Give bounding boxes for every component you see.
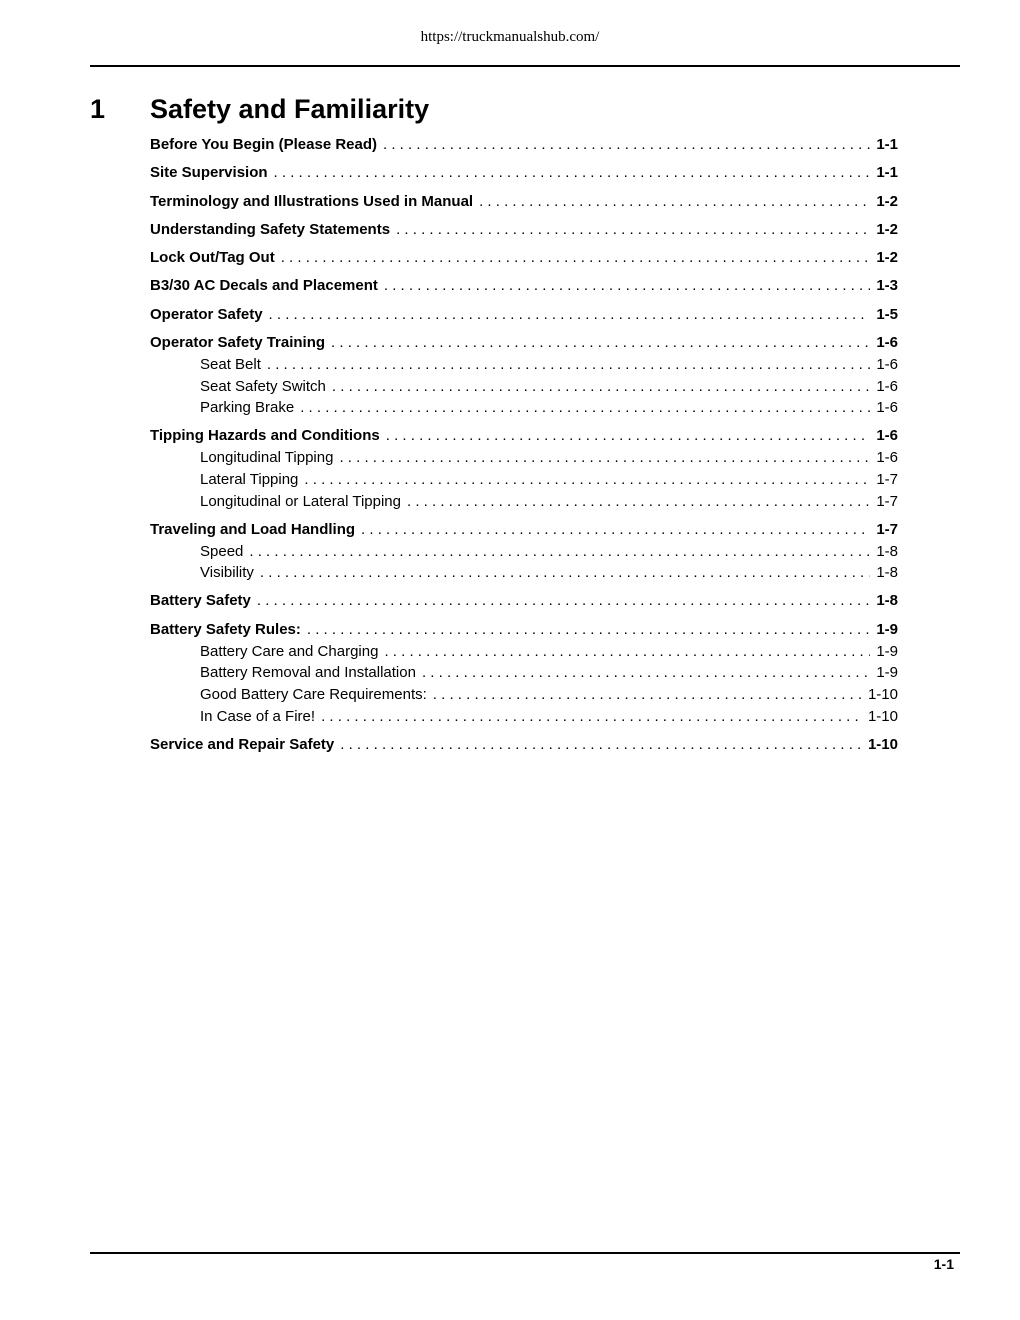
bottom-divider (90, 1252, 960, 1254)
toc-entry-page: 1-7 (876, 492, 898, 510)
toc-dot-leader (407, 491, 870, 513)
toc-section-entry[interactable] (150, 304, 898, 326)
toc-entry-label: Good Battery Care Requirements: (200, 686, 427, 704)
toc-dot-leader (339, 447, 870, 469)
toc-section-entry[interactable] (150, 191, 898, 213)
toc-section-entry[interactable] (150, 519, 898, 541)
toc-dot-leader (479, 191, 870, 213)
toc-entry-page: 1-7 (876, 471, 898, 489)
toc-entry-label: Lateral Tipping (200, 471, 299, 489)
toc-dot-leader (249, 541, 870, 563)
toc-subsection-entry[interactable] (150, 562, 898, 584)
toc-subsection-entry[interactable] (150, 641, 898, 663)
toc-entry-page: 1-6 (876, 334, 898, 352)
toc-entry-label: Lock Out/Tag Out (150, 249, 275, 267)
toc-dot-leader (267, 354, 870, 376)
toc-dot-leader (422, 662, 870, 684)
toc-entry-page: 1-10 (867, 735, 898, 753)
toc-entry-page: 1-8 (876, 592, 898, 610)
toc-entry-page: 1-6 (876, 356, 898, 374)
toc-entry-label: Longitudinal Tipping (200, 449, 334, 467)
toc-dot-leader (257, 590, 870, 612)
toc-subsection-entry[interactable] (150, 541, 898, 563)
toc-entry-label: B3/30 AC Decals and Placement (150, 277, 378, 295)
toc-entry-label: Parking Brake (200, 399, 295, 417)
toc-entry-page: 1-10 (867, 707, 898, 725)
table-of-contents (150, 134, 898, 756)
toc-dot-leader (396, 219, 870, 241)
toc-subsection-entry[interactable] (150, 354, 898, 376)
toc-section-entry[interactable] (150, 247, 898, 269)
toc-dot-leader (384, 275, 870, 297)
toc-section-entry[interactable] (150, 332, 898, 354)
toc-entry-label: Battery Safety Rules: (150, 620, 301, 638)
toc-entry-label: Longitudinal or Lateral Tipping (200, 492, 401, 510)
toc-entry-label: Battery Care and Charging (200, 642, 379, 660)
toc-entry-page: 1-1 (876, 164, 898, 182)
toc-dot-leader (433, 684, 862, 706)
toc-entry-page: 1-8 (876, 542, 898, 560)
toc-entry-page: 1-2 (876, 192, 898, 210)
toc-dot-leader (321, 706, 862, 728)
toc-dot-leader (340, 734, 862, 756)
toc-dot-leader (281, 247, 871, 269)
toc-subsection-entry[interactable] (150, 706, 898, 728)
toc-entry-label: Before You Begin (Please Read) (150, 136, 378, 153)
toc-entry-page: 1-5 (876, 305, 898, 323)
toc-entry-label: Terminology and Illustrations Used in Manual (150, 192, 474, 210)
toc-subsection-entry[interactable] (150, 397, 898, 419)
toc-dot-leader (300, 397, 870, 419)
toc-subsection-entry[interactable] (150, 662, 898, 684)
toc-section-entry[interactable] (150, 619, 898, 641)
toc-dot-leader (332, 376, 870, 398)
toc-entry-page: 1-8 (876, 564, 898, 582)
toc-entry-page: 1-1 (876, 136, 898, 153)
toc-entry-label: Operator Safety Training (150, 334, 326, 352)
toc-entry-page: 1-3 (876, 277, 898, 295)
toc-entry-label: Site Supervision (150, 164, 268, 182)
toc-section-entry[interactable] (150, 734, 898, 756)
toc-dot-leader (386, 425, 871, 447)
toc-subsection-entry[interactable] (150, 684, 898, 706)
toc-entry-label: Understanding Safety Statements (150, 220, 391, 238)
chapter-number: 1 (90, 94, 106, 124)
toc-entry-label: Service and Repair Safety (150, 735, 335, 753)
toc-entry-page: 1-7 (876, 520, 898, 538)
toc-section-entry[interactable] (150, 425, 898, 447)
toc-subsection-entry[interactable] (150, 376, 898, 398)
toc-entry-page: 1-6 (876, 449, 898, 467)
toc-dot-leader (361, 519, 870, 541)
toc-entry-page: 1-2 (876, 249, 898, 267)
toc-entry-page: 1-10 (867, 686, 898, 704)
toc-entry-label: Visibility (200, 564, 254, 582)
toc-entry-label: Seat Safety Switch (200, 377, 326, 395)
toc-subsection-entry[interactable] (150, 447, 898, 469)
toc-dot-leader (383, 134, 870, 156)
toc-section-entry[interactable] (150, 275, 898, 297)
toc-dot-leader (274, 162, 871, 184)
toc-dot-leader (331, 332, 870, 354)
toc-section-entry[interactable] (150, 590, 898, 612)
toc-section-entry[interactable] (150, 134, 898, 156)
toc-entry-page: 1-6 (876, 399, 898, 417)
toc-dot-leader (269, 304, 871, 326)
header-url: https://truckmanualshub.com/ (420, 29, 600, 45)
toc-entry-page: 1-9 (876, 620, 898, 638)
toc-entry-page: 1-2 (876, 220, 898, 238)
toc-section-entry[interactable] (150, 219, 898, 241)
toc-entry-label: In Case of a Fire! (200, 707, 316, 725)
toc-dot-leader (384, 641, 870, 663)
toc-entry-page: 1-6 (876, 377, 898, 395)
toc-subsection-entry[interactable] (150, 491, 898, 513)
toc-dot-leader (307, 619, 870, 641)
toc-entry-label: Battery Safety (150, 592, 251, 610)
toc-section-entry[interactable] (150, 162, 898, 184)
toc-entry-label: Operator Safety (150, 305, 263, 323)
toc-entry-page: 1-9 (876, 642, 898, 660)
toc-dot-leader (260, 562, 870, 584)
toc-entry-label: Speed (200, 542, 244, 560)
toc-entry-page: 1-9 (876, 664, 898, 682)
toc-entry-label: Tipping Hazards and Conditions (150, 427, 380, 445)
toc-entry-label: Traveling and Load Handling (150, 520, 356, 538)
toc-entry-page: 1-6 (876, 427, 898, 445)
toc-entry-label: Seat Belt (200, 356, 261, 374)
footer-page-number: 1-1 (933, 1256, 954, 1272)
toc-subsection-entry[interactable] (150, 469, 898, 491)
top-divider (90, 65, 960, 67)
chapter-title: Safety and Familiarity (150, 94, 430, 124)
toc-dot-leader (304, 469, 870, 491)
toc-entry-label: Battery Removal and Installation (200, 664, 416, 682)
